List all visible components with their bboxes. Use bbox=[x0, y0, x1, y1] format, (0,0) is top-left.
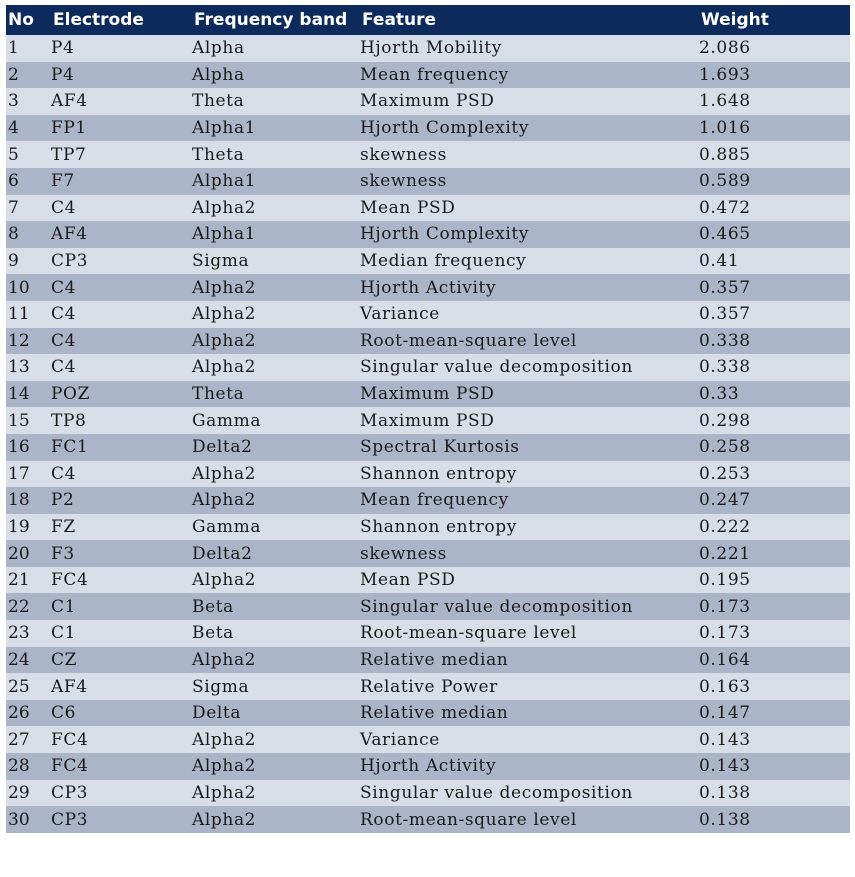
cell-feature: skewness bbox=[360, 168, 699, 195]
header-weight: Weight bbox=[699, 5, 850, 35]
cell-no: 19 bbox=[6, 514, 51, 541]
cell-weight: 0.258 bbox=[699, 434, 850, 461]
table-row bbox=[6, 88, 850, 115]
cell-weight: 0.143 bbox=[699, 726, 850, 753]
cell-frequency-band: Gamma bbox=[192, 514, 360, 541]
cell-no: 29 bbox=[6, 780, 51, 807]
cell-frequency-band: Delta2 bbox=[192, 540, 360, 567]
cell-feature: Singular value decomposition bbox=[360, 593, 699, 620]
cell-frequency-band: Alpha2 bbox=[192, 274, 360, 301]
cell-weight: 0.143 bbox=[699, 753, 850, 780]
cell-frequency-band: Alpha1 bbox=[192, 115, 360, 142]
cell-frequency-band: Alpha bbox=[192, 62, 360, 89]
cell-weight: 0.33 bbox=[699, 381, 850, 408]
cell-electrode: C1 bbox=[51, 620, 192, 647]
cell-feature: Variance bbox=[360, 301, 699, 328]
cell-electrode: F7 bbox=[51, 168, 192, 195]
cell-electrode: CP3 bbox=[51, 780, 192, 807]
cell-no: 3 bbox=[6, 88, 51, 115]
table-row bbox=[6, 301, 850, 328]
header-electrode: Electrode bbox=[51, 5, 192, 35]
cell-electrode: FZ bbox=[51, 514, 192, 541]
cell-frequency-band: Gamma bbox=[192, 407, 360, 434]
cell-frequency-band: Theta bbox=[192, 141, 360, 168]
table-row bbox=[6, 35, 850, 62]
cell-feature: skewness bbox=[360, 141, 699, 168]
cell-weight: 0.221 bbox=[699, 540, 850, 567]
cell-frequency-band: Alpha2 bbox=[192, 354, 360, 381]
table-header bbox=[6, 5, 850, 35]
cell-electrode: TP7 bbox=[51, 141, 192, 168]
cell-no: 8 bbox=[6, 221, 51, 248]
cell-frequency-band: Alpha1 bbox=[192, 221, 360, 248]
table-row bbox=[6, 354, 850, 381]
table-row bbox=[6, 700, 850, 727]
table-row bbox=[6, 328, 850, 355]
cell-electrode: C4 bbox=[51, 328, 192, 355]
table-row bbox=[6, 673, 850, 700]
cell-frequency-band: Alpha1 bbox=[192, 168, 360, 195]
cell-weight: 0.173 bbox=[699, 620, 850, 647]
cell-frequency-band: Alpha2 bbox=[192, 647, 360, 674]
cell-no: 22 bbox=[6, 593, 51, 620]
cell-feature: Hjorth Complexity bbox=[360, 115, 699, 142]
cell-weight: 0.253 bbox=[699, 461, 850, 488]
cell-no: 15 bbox=[6, 407, 51, 434]
cell-electrode: AF4 bbox=[51, 221, 192, 248]
cell-no: 9 bbox=[6, 248, 51, 275]
table-row bbox=[6, 381, 850, 408]
cell-frequency-band: Alpha2 bbox=[192, 567, 360, 594]
cell-weight: 0.298 bbox=[699, 407, 850, 434]
cell-weight: 0.164 bbox=[699, 647, 850, 674]
table-row bbox=[6, 248, 850, 275]
cell-electrode: AF4 bbox=[51, 673, 192, 700]
cell-electrode: C4 bbox=[51, 195, 192, 222]
table-row bbox=[6, 806, 850, 833]
cell-frequency-band: Alpha2 bbox=[192, 780, 360, 807]
cell-weight: 1.693 bbox=[699, 62, 850, 89]
cell-feature: Spectral Kurtosis bbox=[360, 434, 699, 461]
cell-no: 28 bbox=[6, 753, 51, 780]
cell-electrode: P4 bbox=[51, 62, 192, 89]
cell-electrode: C6 bbox=[51, 700, 192, 727]
cell-feature: Relative Power bbox=[360, 673, 699, 700]
cell-feature: Root-mean-square level bbox=[360, 806, 699, 833]
cell-frequency-band: Alpha bbox=[192, 35, 360, 62]
table-row bbox=[6, 593, 850, 620]
table-row bbox=[6, 461, 850, 488]
cell-weight: 0.465 bbox=[699, 221, 850, 248]
cell-electrode: P2 bbox=[51, 487, 192, 514]
cell-no: 23 bbox=[6, 620, 51, 647]
cell-weight: 0.338 bbox=[699, 354, 850, 381]
cell-feature: Root-mean-square level bbox=[360, 620, 699, 647]
cell-no: 12 bbox=[6, 328, 51, 355]
cell-frequency-band: Alpha2 bbox=[192, 301, 360, 328]
table-row bbox=[6, 115, 850, 142]
cell-weight: 0.885 bbox=[699, 141, 850, 168]
cell-weight: 0.147 bbox=[699, 700, 850, 727]
table-row bbox=[6, 540, 850, 567]
table-row bbox=[6, 726, 850, 753]
cell-weight: 1.016 bbox=[699, 115, 850, 142]
cell-feature: Variance bbox=[360, 726, 699, 753]
cell-feature: Mean frequency bbox=[360, 487, 699, 514]
cell-electrode: FC4 bbox=[51, 567, 192, 594]
table-row bbox=[6, 221, 850, 248]
table-body bbox=[6, 35, 850, 833]
feature-weight-table-container bbox=[6, 5, 850, 833]
cell-weight: 0.222 bbox=[699, 514, 850, 541]
cell-no: 30 bbox=[6, 806, 51, 833]
feature-weight-table bbox=[6, 5, 850, 833]
cell-electrode: FP1 bbox=[51, 115, 192, 142]
table-row bbox=[6, 62, 850, 89]
cell-electrode: TP8 bbox=[51, 407, 192, 434]
cell-no: 24 bbox=[6, 647, 51, 674]
header-frequency-band: Frequency band bbox=[192, 5, 360, 35]
cell-electrode: F3 bbox=[51, 540, 192, 567]
cell-no: 18 bbox=[6, 487, 51, 514]
cell-feature: Singular value decomposition bbox=[360, 354, 699, 381]
cell-frequency-band: Alpha2 bbox=[192, 487, 360, 514]
cell-feature: skewness bbox=[360, 540, 699, 567]
cell-feature: Shannon entropy bbox=[360, 514, 699, 541]
cell-no: 13 bbox=[6, 354, 51, 381]
cell-frequency-band: Alpha2 bbox=[192, 328, 360, 355]
cell-weight: 0.163 bbox=[699, 673, 850, 700]
cell-weight: 0.589 bbox=[699, 168, 850, 195]
cell-no: 11 bbox=[6, 301, 51, 328]
cell-weight: 0.195 bbox=[699, 567, 850, 594]
cell-feature: Relative median bbox=[360, 647, 699, 674]
header-row bbox=[6, 5, 850, 35]
cell-electrode: CP3 bbox=[51, 806, 192, 833]
cell-feature: Relative median bbox=[360, 700, 699, 727]
cell-no: 2 bbox=[6, 62, 51, 89]
table-row bbox=[6, 141, 850, 168]
cell-feature: Mean frequency bbox=[360, 62, 699, 89]
cell-frequency-band: Sigma bbox=[192, 248, 360, 275]
cell-no: 16 bbox=[6, 434, 51, 461]
cell-feature: Mean PSD bbox=[360, 195, 699, 222]
table-row bbox=[6, 168, 850, 195]
cell-feature: Maximum PSD bbox=[360, 407, 699, 434]
cell-feature: Maximum PSD bbox=[360, 88, 699, 115]
table-row bbox=[6, 753, 850, 780]
cell-no: 27 bbox=[6, 726, 51, 753]
cell-electrode: AF4 bbox=[51, 88, 192, 115]
cell-feature: Hjorth Activity bbox=[360, 274, 699, 301]
cell-weight: 0.338 bbox=[699, 328, 850, 355]
cell-weight: 2.086 bbox=[699, 35, 850, 62]
table-row bbox=[6, 487, 850, 514]
cell-weight: 0.138 bbox=[699, 806, 850, 833]
cell-frequency-band: Theta bbox=[192, 88, 360, 115]
cell-frequency-band: Delta2 bbox=[192, 434, 360, 461]
cell-no: 5 bbox=[6, 141, 51, 168]
cell-feature: Root-mean-square level bbox=[360, 328, 699, 355]
cell-electrode: C1 bbox=[51, 593, 192, 620]
cell-no: 14 bbox=[6, 381, 51, 408]
cell-frequency-band: Beta bbox=[192, 593, 360, 620]
cell-feature: Hjorth Mobility bbox=[360, 35, 699, 62]
cell-feature: Median frequency bbox=[360, 248, 699, 275]
cell-feature: Hjorth Activity bbox=[360, 753, 699, 780]
cell-no: 20 bbox=[6, 540, 51, 567]
cell-electrode: C4 bbox=[51, 461, 192, 488]
table-row bbox=[6, 567, 850, 594]
header-no: No bbox=[6, 5, 51, 35]
cell-no: 1 bbox=[6, 35, 51, 62]
cell-no: 6 bbox=[6, 168, 51, 195]
cell-feature: Singular value decomposition bbox=[360, 780, 699, 807]
cell-no: 21 bbox=[6, 567, 51, 594]
cell-weight: 0.41 bbox=[699, 248, 850, 275]
cell-no: 7 bbox=[6, 195, 51, 222]
cell-frequency-band: Alpha2 bbox=[192, 195, 360, 222]
cell-weight: 0.247 bbox=[699, 487, 850, 514]
cell-frequency-band: Alpha2 bbox=[192, 753, 360, 780]
table-row bbox=[6, 407, 850, 434]
cell-electrode: P4 bbox=[51, 35, 192, 62]
cell-feature: Maximum PSD bbox=[360, 381, 699, 408]
cell-frequency-band: Sigma bbox=[192, 673, 360, 700]
cell-weight: 0.357 bbox=[699, 274, 850, 301]
cell-electrode: POZ bbox=[51, 381, 192, 408]
table-row bbox=[6, 434, 850, 461]
table-row bbox=[6, 514, 850, 541]
cell-no: 17 bbox=[6, 461, 51, 488]
cell-frequency-band: Alpha2 bbox=[192, 461, 360, 488]
cell-frequency-band: Beta bbox=[192, 620, 360, 647]
table-row bbox=[6, 780, 850, 807]
cell-electrode: FC4 bbox=[51, 753, 192, 780]
cell-electrode: C4 bbox=[51, 274, 192, 301]
table-row bbox=[6, 274, 850, 301]
cell-feature: Hjorth Complexity bbox=[360, 221, 699, 248]
table-row bbox=[6, 647, 850, 674]
cell-no: 25 bbox=[6, 673, 51, 700]
cell-weight: 1.648 bbox=[699, 88, 850, 115]
cell-frequency-band: Alpha2 bbox=[192, 726, 360, 753]
cell-feature: Shannon entropy bbox=[360, 461, 699, 488]
cell-no: 26 bbox=[6, 700, 51, 727]
cell-weight: 0.173 bbox=[699, 593, 850, 620]
cell-frequency-band: Theta bbox=[192, 381, 360, 408]
cell-electrode: CZ bbox=[51, 647, 192, 674]
table-row bbox=[6, 620, 850, 647]
cell-frequency-band: Delta bbox=[192, 700, 360, 727]
cell-electrode: FC1 bbox=[51, 434, 192, 461]
cell-frequency-band: Alpha2 bbox=[192, 806, 360, 833]
table-row bbox=[6, 195, 850, 222]
cell-electrode: FC4 bbox=[51, 726, 192, 753]
cell-no: 4 bbox=[6, 115, 51, 142]
header-feature: Feature bbox=[360, 5, 699, 35]
cell-electrode: C4 bbox=[51, 354, 192, 381]
cell-feature: Mean PSD bbox=[360, 567, 699, 594]
cell-weight: 0.138 bbox=[699, 780, 850, 807]
cell-weight: 0.357 bbox=[699, 301, 850, 328]
cell-weight: 0.472 bbox=[699, 195, 850, 222]
cell-electrode: C4 bbox=[51, 301, 192, 328]
cell-no: 10 bbox=[6, 274, 51, 301]
cell-electrode: CP3 bbox=[51, 248, 192, 275]
